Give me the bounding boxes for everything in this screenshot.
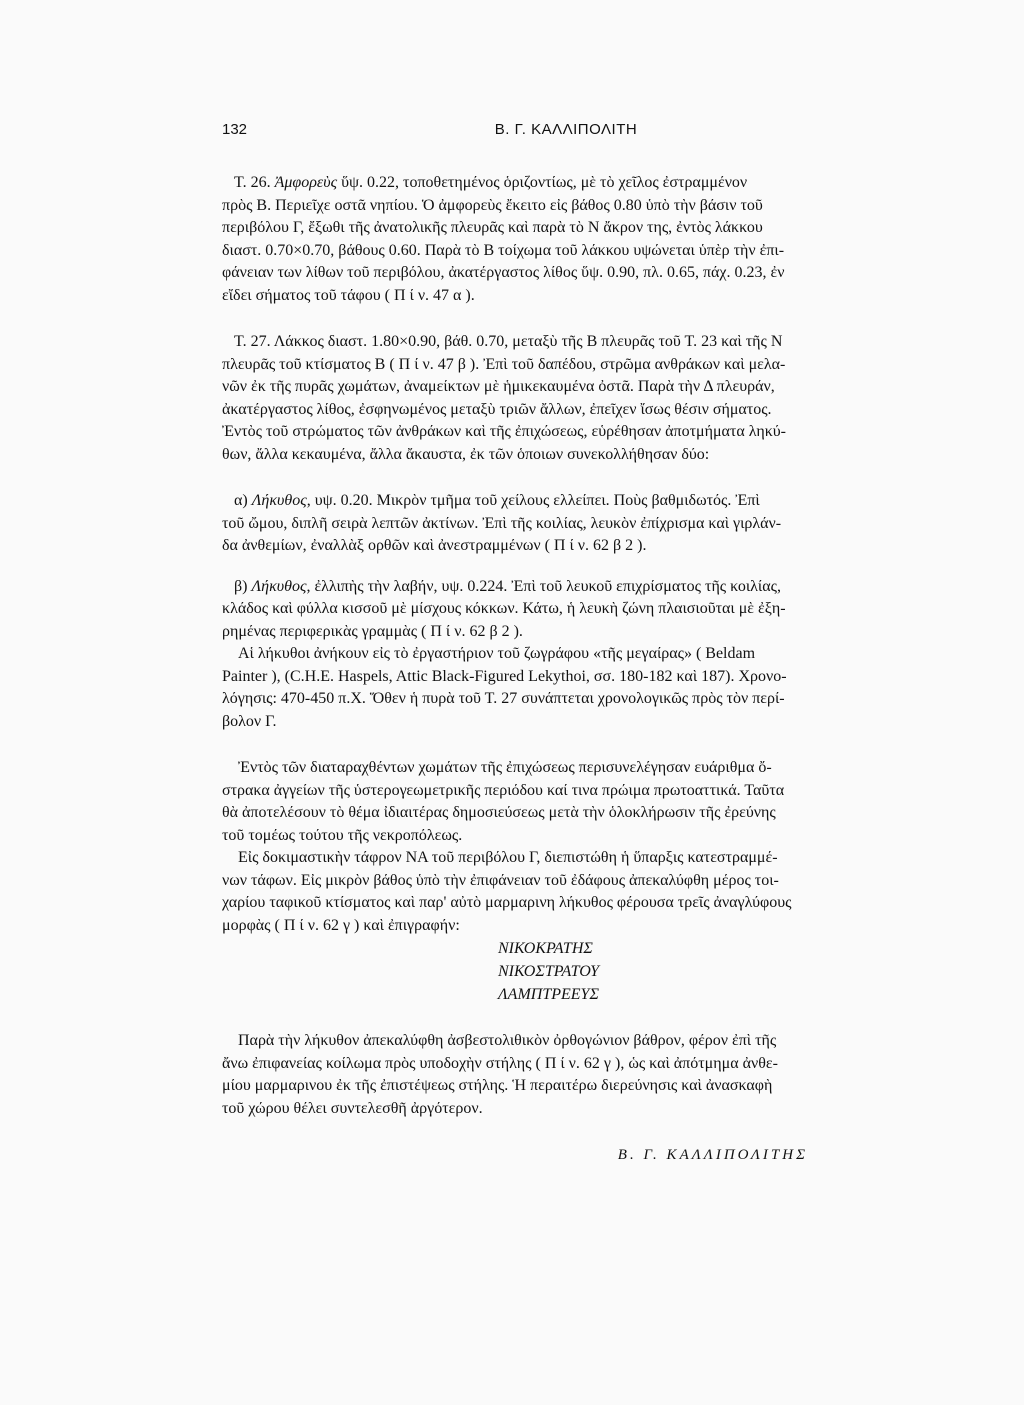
- text-line: ἄνω ἐπιφανείας κοίλωμα πρὸς υποδοχὴν στήλης ( Π ί ν. 62 γ ), ὡς καὶ ἀπότμημα ἀνθε-: [222, 1054, 778, 1072]
- paragraph-tomb-26: [222, 172, 810, 307]
- inscription-line: ΝΙΚΟΣΤΡΑΤΟΥ: [498, 963, 600, 980]
- text-line: περιβόλου Γ, ἔξωθι τῆς ἀνατολικῆς πλευρᾶς καὶ παρὰ τὸ Ν ἄκρον της, ἐντὸς λάκκου: [222, 219, 763, 236]
- text-line: διαστ. 0.70×0.70, βάθους 0.60. Παρὰ τὸ Β τοίχωμα τοῦ λάκκου υψώνεται ὑπὲρ τὴν ἐπι-: [222, 241, 785, 259]
- paragraph-lekythos-b: [222, 576, 810, 644]
- text-line: θων, ἄλλα κεκαυμένα, ἄλλα ἄκαυστα, ἐκ τῶν ὁποιων συνεκολλήθησαν δύο:: [222, 445, 710, 463]
- text-line: ρημένας περιφερικὰς γραμμὰς ( Π ί ν. 62 β 2 ).: [222, 622, 523, 640]
- text-line: τοῦ χώρου θέλει συντελεσθῆ ἀργότερον.: [222, 1099, 483, 1117]
- text-line: νῶν ἐκ τῆς πυρᾶς χωμάτων, ἀναμείκτων μὲ ἡμικεκαυμένα ὀστᾶ. Παρὰ τὴν Δ πλευράν,: [222, 378, 775, 395]
- text-line: μορφὰς ( Π ί ν. 62 γ ) καὶ ἐπιγραφήν:: [222, 916, 460, 934]
- text-line: Αἱ λήκυθοι ἀνήκουν εἰς τὸ ἐργαστήριον τοῦ ζωγράφου «τῆς μεγαίρας» ( Beldam: [238, 645, 756, 662]
- text-line: Ἐντὸς τῶν διαταραχθέντων χωμάτων τῆς ἐπιχώσεως περισυνελέγησαν ευάριθμα ὄ-: [238, 759, 772, 776]
- text-line: λόγησις: 470-450 π.Χ. Ὅθεν ἡ πυρὰ τοῦ Τ. 27 συνάπτεται χρονολογικῶς πρὸς τὸν περί-: [222, 690, 785, 707]
- paragraph-base: [222, 1030, 810, 1120]
- inscription: [498, 937, 810, 1006]
- text-line: β) Λήκυθος, ἐλλιπὴς τὴν λαβήν, υψ. 0.224. Ἐπὶ τοῦ λευκοῦ επιχρίσματος τῆς κοιλίας,: [234, 577, 781, 595]
- text-line: στρακα ἀγγείων τῆς ὑστερογεωμετρικῆς περιόδου καί τινα πρώιμα πρωτοαττικά. Ταῦτα: [222, 781, 785, 799]
- text-line: Τ. 27. Λάκκος διαστ. 1.80×0.90, βάθ. 0.70, μεταξὺ τῆς Β πλευρᾶς τοῦ Τ. 23 καὶ τῆς Ν: [234, 333, 783, 350]
- text-line: χαρίου ταφικοῦ κτίσματος καὶ παρ' αὐτὸ μαρμαρινη λήκυθος φέρουσα τρεῖς ἀναγλύφους: [222, 894, 792, 911]
- paragraph-tomb-27: [222, 331, 810, 466]
- text-line: νων τάφων. Εἰς μικρὸν βάθος ὑπὸ τὴν ἐπιφάνειαν τοῦ ἐδάφους ἀπεκαλύφθη μέρος τοι-: [222, 871, 779, 889]
- text-line: μίου μαρμαρινου ἐκ τῆς ἐπιστέψεως στήλης. Ἡ περαιτέρω διερεύνησις καὶ ἀνασκαφὴ: [222, 1077, 773, 1094]
- text-line: βολον Γ.: [222, 712, 277, 730]
- text-line: πλευρᾶς τοῦ κτίσματος Β ( Π ί ν. 47 β ). Ἐπὶ τοῦ δαπέδου, στρῶμα ανθράκων καὶ μελα-: [222, 355, 786, 373]
- inscription-line: ΛΑΜΠΤΡΕΕΥΣ: [498, 986, 599, 1003]
- running-head: Β. Γ. ΚΑΛΛΙΠΟΛΙΤΗ: [494, 121, 638, 138]
- text-line: ἀκατέργαστος λίθος, ἐσφηνωμένος μεταξὺ τριῶν ἄλλων, ἐπεῖχεν ἴσως θέσιν σήματος.: [222, 400, 772, 418]
- text-line: Ἐντὸς τοῦ στρώματος τῶν ἀνθράκων καὶ τῆς ἐπιχώσεως, εὑρέθησαν ἀποτμήματα ληκύ-: [222, 423, 787, 440]
- paragraph-trial-trench: [222, 847, 810, 937]
- text-line: Painter ), (C.H.E. Haspels, Attic Black-Figured Lekythoi, σσ. 180-182 καὶ 187). Χρονο-: [222, 667, 787, 685]
- text-line: τοῦ τομέως τούτου τῆς νεκροπόλεως.: [222, 826, 463, 844]
- text-line: κλάδος καὶ φύλλα κισσοῦ μὲ μίσχους κόκκων. Κάτω, ἡ λευκὴ ζώνη πλαισιοῦται μὲ ἐξη-: [222, 600, 786, 617]
- article-body: [222, 172, 810, 1167]
- paragraph-workshop: [222, 643, 810, 733]
- text-line: Τ. 26. Ἀμφορεὺς ὕψ. 0.22, τοποθετημένος ὁριζοντίως, μὲ τὸ χεῖλος ἐστραμμένον: [234, 174, 748, 191]
- inscription-line: ΝΙΚΟΚΡΑΤΗΣ: [498, 940, 593, 957]
- text-line: εἴδει σήματος τοῦ τάφου ( Π ί ν. 47 α ).: [222, 286, 475, 304]
- author-signature: Β. Γ. ΚΑΛΛΙΠΟΛΙΤΗΣ: [617, 1147, 808, 1163]
- text-line: θὰ ἀποτελέσουν τὸ θέμα ἰδιαιτέρας δημοσιεύσεως μετὰ τὴν ὁλοκλήρωσιν τῆς ἐρεύνης: [222, 804, 776, 821]
- page-number: 132: [222, 121, 248, 138]
- paragraph-lekythos-a: [222, 490, 810, 558]
- paragraph-sherds: [222, 757, 810, 847]
- text-line: φάνειαν των λίθων τοῦ περιβόλου, ἀκατέργαστος λίθος ὕψ. 0.90, πλ. 0.65, πάχ. 0.23, ἐν: [222, 264, 785, 281]
- text-line: πρὸς Β. Περιεῖχε οστᾶ νηπίου. Ὁ ἀμφορεὺς ἔκειτο εἰς βάθος 0.80 ὑπὸ τὴν βάσιν τοῦ: [222, 196, 763, 214]
- text-line: Παρὰ τὴν λήκυθον ἀπεκαλύφθη ἀσβεστολιθικὸν ὀρθογώνιον βάθρον, φέρον ἐπὶ τῆς: [238, 1032, 777, 1049]
- text-line: τοῦ ὤμου, διπλῆ σειρὰ λεπτῶν ἀκτίνων. Ἐπὶ τῆς κοιλίας, λευκὸν ἐπίχρισμα καὶ γιρλάν-: [222, 514, 782, 532]
- text-line: Εἰς δοκιμαστικὴν τάφρον ΝΑ τοῦ περιβόλου Γ, διεπιστώθη ἡ ὕπαρξις κατεστραμμέ-: [238, 849, 778, 866]
- text-line: δα ἀνθεμίων, ἐναλλὰξ ορθῶν καὶ ἀνεστραμμένων ( Π ί ν. 62 β 2 ).: [222, 537, 647, 554]
- text-line: α) Λήκυθος, υψ. 0.20. Μικρὸν τμῆμα τοῦ χείλους ελλείπει. Ποὺς βαθμιδωτός. Ἐπὶ: [234, 492, 760, 509]
